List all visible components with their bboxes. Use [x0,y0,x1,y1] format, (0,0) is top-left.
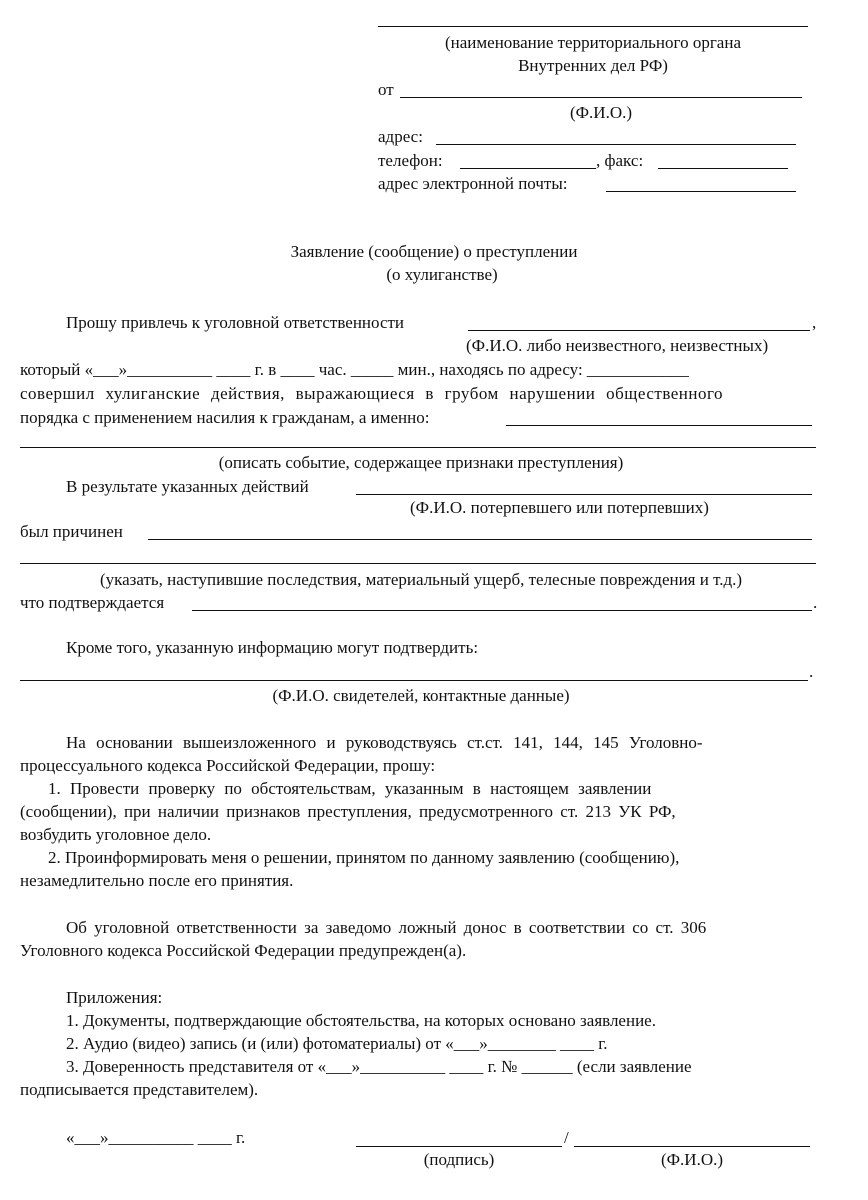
event-description-line-2[interactable] [20,447,816,448]
attachment-item-2: 2. Аудио (видео) запись (и (или) фотоматериалы) от «___»________ ____ г. [66,1034,608,1053]
victim-caption: (Ф.И.О. потерпевшего или потерпевших) [410,498,709,517]
request-comma: , [812,313,817,332]
request-item-2-line-2: незамедлительно после его принятия. [20,871,294,890]
witness-period: . [809,662,814,681]
accused-fio-line[interactable] [468,330,810,331]
accused-fio-caption: (Ф.И.О. либо неизвестного, неизвестных) [466,336,769,355]
from-fio-line[interactable] [400,97,802,98]
email-line[interactable] [606,191,796,192]
phone-label: телефон: [378,151,443,170]
fax-label: , факс: [596,151,644,170]
org-caption-line2: Внутренних дел РФ) [518,56,668,75]
document-title: Заявление (сообщение) о преступлении [290,242,578,261]
signature-line[interactable] [356,1146,562,1147]
basis-line-1: На основании вышеизложенного и руководствуясь ст.ст. 141, 144, 145 Уголовно- [66,733,703,752]
phone-line[interactable] [460,168,596,169]
org-caption-line1: (наименование территориального органа [444,33,741,52]
from-fio-caption: (Ф.И.О.) [569,103,633,122]
attachment-item-3-line-1: 3. Доверенность представителя от «___»__________ ____ г. № ______ (если заявление [66,1057,692,1076]
document-subtitle: (о хулиганстве) [386,265,498,284]
public-order-line: порядка с применением насилия к гражданам, а именно: [20,408,430,427]
email-label: адрес электронной почты: [378,174,568,193]
attachment-item-3-line-2: подписывается представителем). [20,1080,259,1099]
address-label: адрес: [378,127,423,146]
consequence-caption: (указать, наступившие последствия, материальный ущерб, телесные повреждения и т.д.) [99,570,743,589]
incident-datetime-line: который «___»__________ ____ г. в ____ час. _____ мин., находясь по адресу: ____________ [20,360,689,379]
request-item-1-line-2: (сообщении), при наличии признаков преступления, предусмотренного ст. 213 УК РФ, [20,802,676,821]
witness-lead: Кроме того, указанную информацию могут подтвердить: [66,638,479,657]
org-name-line[interactable] [378,26,808,27]
signature-slash: / [564,1128,569,1147]
result-lead: В результате указанных действий [66,477,309,496]
warning-line-2: Уголовного кодекса Российской Федерации предупрежден(а). [20,941,467,960]
consequence-line-1[interactable] [148,539,812,540]
request-item-2-line-1: 2. Проинформировать меня о решении, принятом по данному заявлению (сообщению), [48,848,680,867]
request-lead: Прошу привлечь к уголовной ответственности [66,313,405,332]
consequence-line-2[interactable] [20,563,816,564]
signer-fio-line[interactable] [574,1146,810,1147]
fax-line[interactable] [658,168,788,169]
basis-line-2: процессуального кодекса Российской Федерации, прошу: [20,756,436,775]
event-caption: (описать событие, содержащее признаки преступления) [218,453,624,472]
request-item-1-line-3: возбудить уголовное дело. [20,825,212,844]
confirmed-line[interactable] [192,610,812,611]
attachments-heading: Приложения: [66,988,163,1007]
address-line[interactable] [436,144,796,145]
confirmed-period: . [813,593,818,612]
witness-line[interactable] [20,680,808,681]
caused-lead: был причинен [20,522,123,541]
signature-date: «___»__________ ____ г. [66,1128,246,1147]
event-description-line-1[interactable] [506,425,812,426]
signer-fio-caption: (Ф.И.О.) [660,1150,724,1169]
confirmed-lead: что подтверждается [20,593,165,612]
request-item-1-line-1: 1. Провести проверку по обстоятельствам, указанным в настоящем заявлении [48,779,652,798]
witness-caption: (Ф.И.О. свидетелей, контактные данные) [272,686,570,705]
from-label: от [378,80,394,99]
victim-fio-line[interactable] [356,494,812,495]
signature-caption: (подпись) [423,1150,495,1169]
attachment-item-1: 1. Документы, подтверждающие обстоятельства, на которых основано заявление. [66,1011,656,1030]
hooligan-actions-line: совершил хулиганские действия, выражающиеся в грубом нарушении общественного [20,384,724,403]
warning-line-1: Об уголовной ответственности за заведомо ложный донос в соответствии со ст. 306 [66,918,707,937]
